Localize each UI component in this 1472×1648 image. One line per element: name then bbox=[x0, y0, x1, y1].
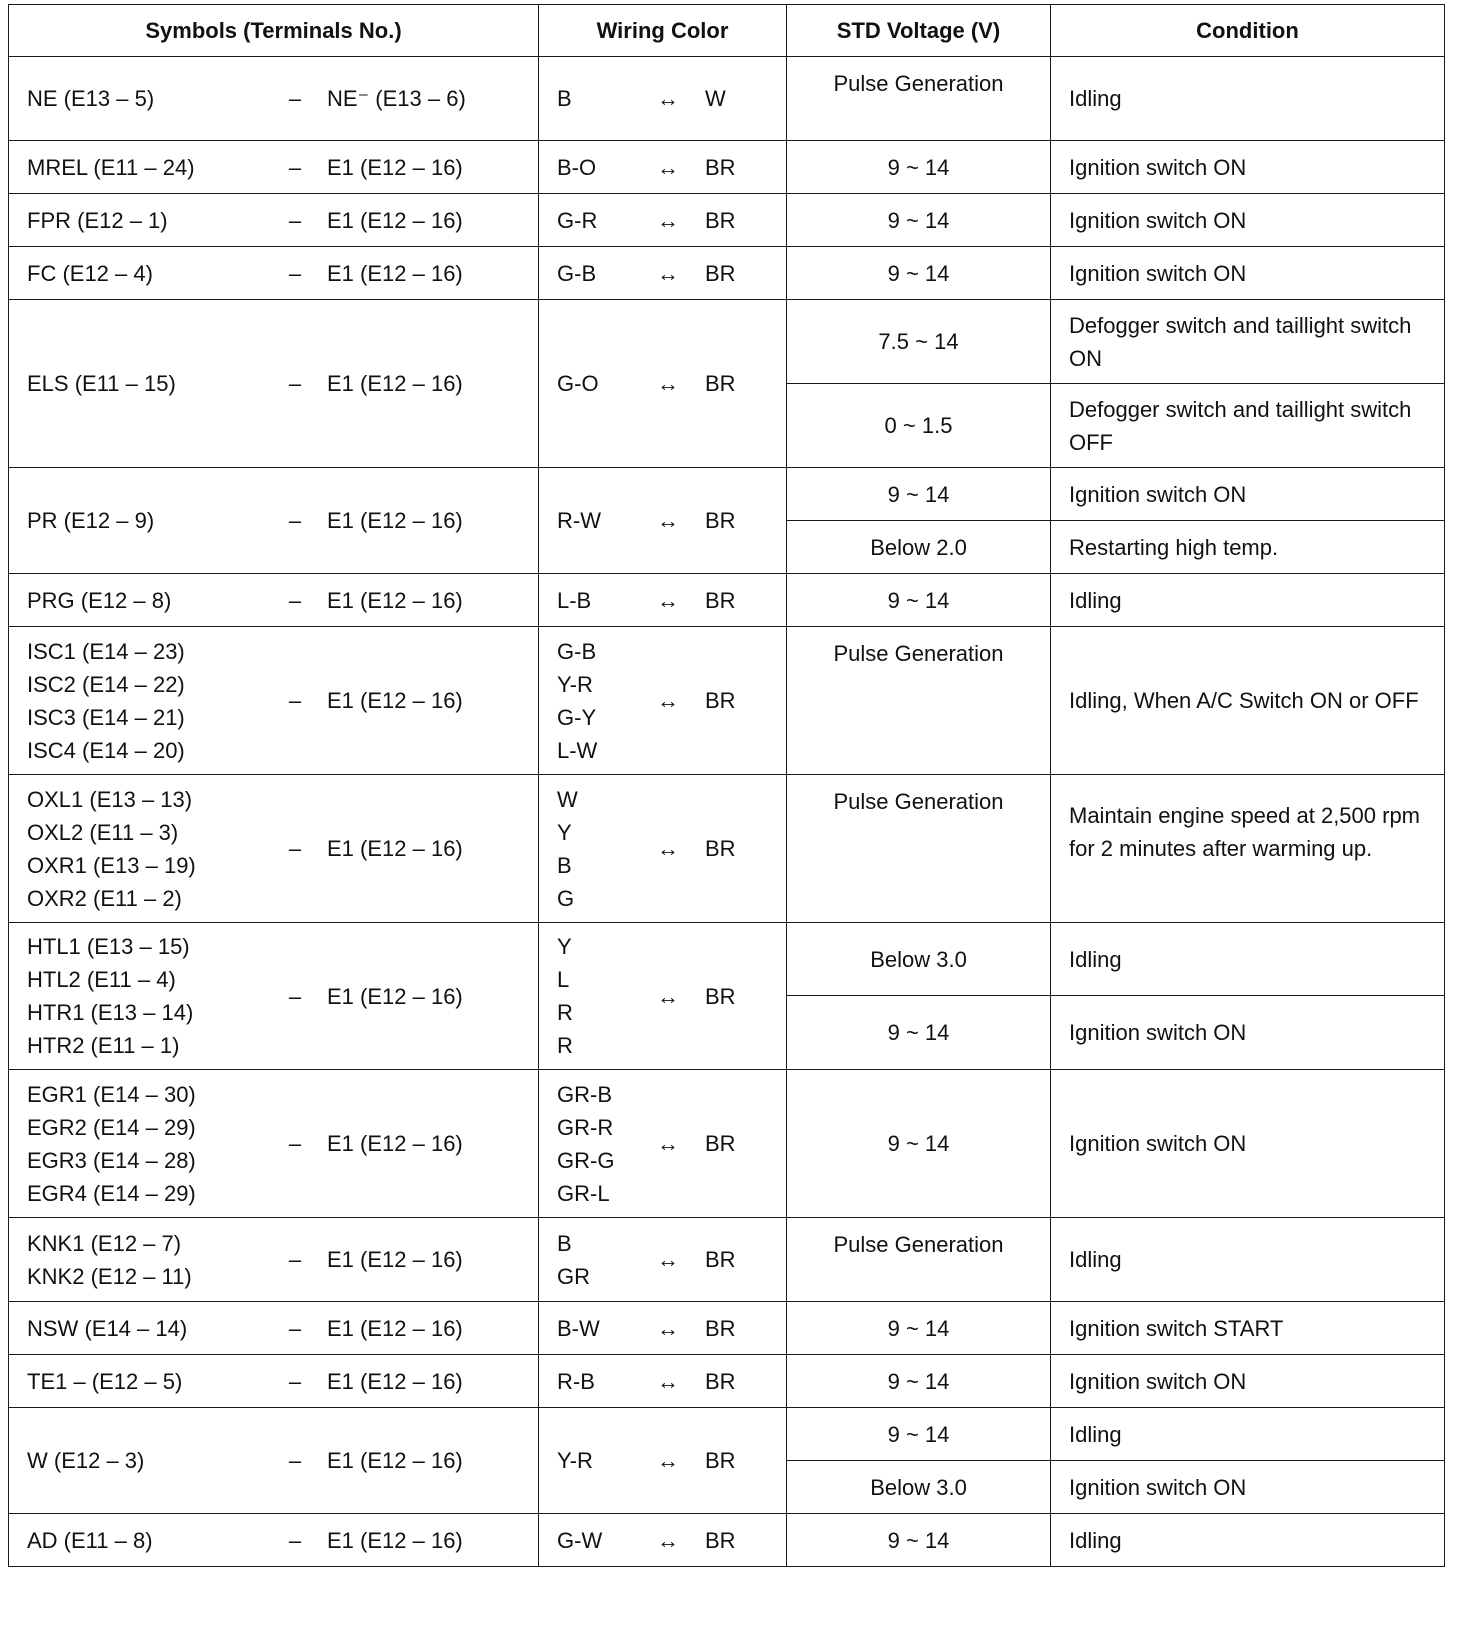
wiring-pair bbox=[539, 1078, 786, 1210]
symbol-pair bbox=[27, 1227, 520, 1293]
wiring-cell bbox=[539, 57, 787, 141]
symbol-terminal: AD (E11 – 8) bbox=[27, 1527, 153, 1553]
arrow-icon: ↔ bbox=[657, 983, 679, 1009]
wire-color: G-W bbox=[557, 1527, 603, 1553]
wire-color: L bbox=[557, 967, 570, 992]
arrow-icon: ↔ bbox=[657, 371, 679, 396]
ground-wire-color: BR bbox=[705, 1368, 736, 1394]
symbol-terminal: ISC1 (E14 – 23) bbox=[27, 638, 185, 664]
symbol-pair bbox=[27, 783, 520, 915]
wiring-pair bbox=[539, 204, 786, 237]
symbol-terminal: HTL1 (E13 – 15) bbox=[27, 934, 190, 959]
symbol-list bbox=[27, 1365, 263, 1398]
wire-color: GR-L bbox=[557, 1180, 610, 1206]
wire-color: G-B bbox=[557, 260, 597, 286]
table-row bbox=[9, 141, 1445, 194]
condition: Maintain engine speed at 2,500 rpm for 2 minutes after warming up. bbox=[1051, 775, 1445, 923]
wire-color: R bbox=[557, 1000, 573, 1025]
wire-color: GR-G bbox=[557, 1147, 615, 1173]
condition: Ignition switch ON bbox=[1051, 194, 1445, 247]
symbols-cell bbox=[9, 923, 539, 1070]
wiring-cell bbox=[539, 1408, 787, 1514]
ground-wire-color: W bbox=[705, 86, 726, 111]
dash-separator: – bbox=[288, 1315, 302, 1341]
dash-separator: – bbox=[288, 1368, 302, 1394]
wire-color-list bbox=[557, 151, 631, 184]
symbol-pair bbox=[27, 504, 520, 537]
std-voltage: Below 3.0 bbox=[787, 1461, 1051, 1514]
wire-color-list bbox=[557, 82, 631, 115]
condition: Idling bbox=[1051, 1514, 1445, 1567]
std-voltage: 9 ~ 14 bbox=[787, 468, 1051, 521]
table-row bbox=[9, 194, 1445, 247]
std-voltage: 9 ~ 14 bbox=[787, 996, 1051, 1070]
ground-wire-color: BR bbox=[705, 154, 736, 180]
dash-separator: – bbox=[288, 587, 302, 613]
symbol-pair bbox=[27, 204, 520, 237]
symbol-terminal: KNK1 (E12 – 7) bbox=[27, 1230, 182, 1256]
header-row bbox=[9, 5, 1445, 57]
std-voltage: 9 ~ 14 bbox=[787, 574, 1051, 627]
wiring-cell bbox=[539, 627, 787, 775]
table-row bbox=[9, 1408, 1445, 1461]
wire-color-list bbox=[557, 1078, 631, 1210]
wire-color: R bbox=[557, 1033, 573, 1058]
wire-color-list bbox=[557, 1227, 631, 1293]
symbol-pair bbox=[27, 1312, 520, 1345]
symbols-cell bbox=[9, 1355, 539, 1408]
wiring-cell bbox=[539, 468, 787, 574]
symbol-terminal: ISC3 (E14 – 21) bbox=[27, 704, 185, 730]
wiring-pair bbox=[539, 584, 786, 617]
condition: Idling bbox=[1051, 923, 1445, 996]
wire-color-list bbox=[557, 504, 631, 537]
symbol-list bbox=[27, 783, 263, 915]
arrow-icon: ↔ bbox=[657, 86, 679, 111]
symbol-terminal: MREL (E11 – 24) bbox=[27, 154, 195, 180]
wire-color: Y-R bbox=[557, 671, 593, 697]
ground-wire-color: BR bbox=[705, 1247, 736, 1272]
symbol-pair bbox=[27, 151, 520, 184]
arrow-icon: ↔ bbox=[657, 154, 679, 180]
ground-wire-color: BR bbox=[705, 371, 736, 396]
dash-separator: – bbox=[288, 1131, 302, 1156]
dash-separator: – bbox=[288, 983, 302, 1009]
symbol-list bbox=[27, 635, 263, 767]
symbol-pair bbox=[27, 1078, 520, 1210]
ground-wire-color: BR bbox=[705, 836, 736, 861]
std-voltage: 9 ~ 14 bbox=[787, 1302, 1051, 1355]
ground-terminal: E1 (E12 – 16) bbox=[327, 1247, 463, 1272]
wiring-pair bbox=[539, 504, 786, 537]
header-std-voltage: STD Voltage (V) bbox=[787, 5, 1051, 57]
ground-wire-color: BR bbox=[705, 260, 736, 286]
wire-color: R-W bbox=[557, 508, 601, 533]
wire-color-list bbox=[557, 930, 631, 1062]
wiring-cell bbox=[539, 1218, 787, 1302]
arrow-icon: ↔ bbox=[657, 260, 679, 286]
symbol-terminal: PRG (E12 – 8) bbox=[27, 587, 172, 613]
wiring-pair bbox=[539, 783, 786, 915]
symbol-pair bbox=[27, 584, 520, 617]
wiring-cell bbox=[539, 1355, 787, 1408]
wire-color: B-O bbox=[557, 154, 597, 180]
symbol-list bbox=[27, 82, 263, 115]
table-row bbox=[9, 923, 1445, 996]
header-symbols: Symbols (Terminals No.) bbox=[9, 5, 539, 57]
wire-color: L-B bbox=[557, 587, 592, 613]
wire-color-list bbox=[557, 1444, 631, 1477]
symbols-cell bbox=[9, 1070, 539, 1218]
condition: Restarting high temp. bbox=[1051, 521, 1445, 574]
wiring-pair bbox=[539, 1365, 786, 1398]
dash-separator: – bbox=[288, 836, 302, 861]
symbol-terminal: EGR1 (E14 – 30) bbox=[27, 1081, 196, 1107]
std-voltage: Below 2.0 bbox=[787, 521, 1051, 574]
symbols-cell bbox=[9, 1514, 539, 1567]
table-row bbox=[9, 468, 1445, 521]
table-row bbox=[9, 1514, 1445, 1567]
dash-separator: – bbox=[288, 688, 302, 713]
wiring-pair bbox=[539, 1227, 786, 1293]
symbol-terminal: OXL1 (E13 – 13) bbox=[27, 786, 193, 812]
wire-color-list bbox=[557, 367, 631, 400]
symbols-cell bbox=[9, 141, 539, 194]
condition: Idling bbox=[1051, 57, 1445, 141]
symbol-list bbox=[27, 257, 263, 290]
wiring-pair bbox=[539, 1312, 786, 1345]
arrow-icon: ↔ bbox=[657, 207, 679, 233]
wiring-pair bbox=[539, 1524, 786, 1557]
symbol-list bbox=[27, 367, 263, 400]
wiring-cell bbox=[539, 247, 787, 300]
std-voltage: Pulse Generation bbox=[787, 627, 1051, 775]
std-voltage: Pulse Generation bbox=[787, 775, 1051, 923]
dash-separator: – bbox=[288, 154, 302, 180]
wire-color-list bbox=[557, 635, 631, 767]
symbol-terminal: KNK2 (E12 – 11) bbox=[27, 1263, 192, 1289]
symbol-terminal: EGR3 (E14 – 28) bbox=[27, 1147, 196, 1173]
wiring-cell bbox=[539, 923, 787, 1070]
std-voltage: 7.5 ~ 14 bbox=[787, 300, 1051, 384]
symbol-terminal: HTR1 (E13 – 14) bbox=[27, 1000, 194, 1025]
wire-color: B bbox=[557, 1230, 572, 1256]
dash-separator: – bbox=[288, 1247, 302, 1272]
symbols-cell bbox=[9, 627, 539, 775]
wire-color: B-W bbox=[557, 1315, 600, 1341]
dash-separator: – bbox=[288, 371, 302, 396]
symbols-cell bbox=[9, 1218, 539, 1302]
wire-color: B bbox=[557, 86, 572, 111]
arrow-icon: ↔ bbox=[657, 1527, 679, 1553]
ground-wire-color: BR bbox=[705, 1131, 736, 1156]
symbol-pair bbox=[27, 82, 520, 115]
condition: Ignition switch ON bbox=[1051, 1461, 1445, 1514]
symbol-terminal: ISC2 (E14 – 22) bbox=[27, 671, 185, 697]
std-voltage: Pulse Generation bbox=[787, 57, 1051, 141]
symbols-cell bbox=[9, 574, 539, 627]
std-voltage: 9 ~ 14 bbox=[787, 1514, 1051, 1567]
symbols-cell bbox=[9, 468, 539, 574]
wiring-pair bbox=[539, 151, 786, 184]
condition: Ignition switch ON bbox=[1051, 247, 1445, 300]
symbol-terminal: W (E12 – 3) bbox=[27, 1448, 145, 1473]
wiring-pair bbox=[539, 367, 786, 400]
ground-terminal: E1 (E12 – 16) bbox=[327, 1368, 463, 1394]
symbol-terminal: FC (E12 – 4) bbox=[27, 260, 153, 286]
symbol-pair bbox=[27, 930, 520, 1062]
symbol-pair bbox=[27, 1444, 520, 1477]
symbol-terminal: HTR2 (E11 – 1) bbox=[27, 1033, 180, 1058]
symbols-cell bbox=[9, 775, 539, 923]
condition: Idling bbox=[1051, 574, 1445, 627]
wiring-cell bbox=[539, 1070, 787, 1218]
symbol-terminal: TE1 – (E12 – 5) bbox=[27, 1368, 183, 1394]
ground-wire-color: BR bbox=[705, 587, 736, 613]
ground-terminal: NE⁻ (E13 – 6) bbox=[327, 86, 466, 111]
symbol-terminal: NSW (E14 – 14) bbox=[27, 1315, 188, 1341]
std-voltage: Pulse Generation bbox=[787, 1218, 1051, 1302]
condition: Ignition switch ON bbox=[1051, 468, 1445, 521]
symbol-terminal: PR (E12 – 9) bbox=[27, 508, 155, 533]
condition: Ignition switch START bbox=[1051, 1302, 1445, 1355]
wiring-cell bbox=[539, 1514, 787, 1567]
wiring-cell bbox=[539, 194, 787, 247]
wire-color: R-B bbox=[557, 1368, 595, 1394]
ground-wire-color: BR bbox=[705, 508, 736, 533]
std-voltage: 9 ~ 14 bbox=[787, 141, 1051, 194]
table-row bbox=[9, 1070, 1445, 1218]
symbols-cell bbox=[9, 1302, 539, 1355]
symbol-terminal: NE (E13 – 5) bbox=[27, 86, 155, 111]
table-row bbox=[9, 1302, 1445, 1355]
wire-color-list bbox=[557, 1524, 631, 1557]
wiring-cell bbox=[539, 1302, 787, 1355]
ground-terminal: E1 (E12 – 16) bbox=[327, 1131, 463, 1156]
symbols-cell bbox=[9, 1408, 539, 1514]
table-row bbox=[9, 1218, 1445, 1302]
symbol-terminal: EGR4 (E14 – 29) bbox=[27, 1180, 196, 1206]
condition: Idling bbox=[1051, 1218, 1445, 1302]
ground-terminal: E1 (E12 – 16) bbox=[327, 154, 463, 180]
wiring-pair bbox=[539, 1444, 786, 1477]
wire-color: G-R bbox=[557, 207, 598, 233]
arrow-icon: ↔ bbox=[657, 1368, 679, 1394]
ground-terminal: E1 (E12 – 16) bbox=[327, 1315, 463, 1341]
arrow-icon: ↔ bbox=[657, 1131, 679, 1156]
symbol-pair bbox=[27, 1524, 520, 1557]
symbol-terminal: ISC4 (E14 – 20) bbox=[27, 737, 185, 763]
dash-separator: – bbox=[288, 207, 302, 233]
wire-color: Y bbox=[557, 934, 572, 959]
std-voltage: Below 3.0 bbox=[787, 923, 1051, 996]
symbol-terminal: EGR2 (E14 – 29) bbox=[27, 1114, 196, 1140]
ground-wire-color: BR bbox=[705, 983, 736, 1009]
dash-separator: – bbox=[288, 508, 302, 533]
ground-terminal: E1 (E12 – 16) bbox=[327, 688, 463, 713]
table-row bbox=[9, 57, 1445, 141]
header-condition: Condition bbox=[1051, 5, 1445, 57]
arrow-icon: ↔ bbox=[657, 1247, 679, 1272]
ground-terminal: E1 (E12 – 16) bbox=[327, 508, 463, 533]
condition: Ignition switch ON bbox=[1051, 996, 1445, 1070]
condition: Ignition switch ON bbox=[1051, 1355, 1445, 1408]
wire-color: G-B bbox=[557, 638, 597, 664]
table-row bbox=[9, 247, 1445, 300]
condition: Ignition switch ON bbox=[1051, 141, 1445, 194]
symbol-terminal: ELS (E11 – 15) bbox=[27, 371, 176, 396]
symbol-list bbox=[27, 204, 263, 237]
symbols-cell bbox=[9, 57, 539, 141]
wiring-cell bbox=[539, 574, 787, 627]
symbol-pair bbox=[27, 1365, 520, 1398]
symbols-cell bbox=[9, 247, 539, 300]
wiring-cell bbox=[539, 141, 787, 194]
wire-color: L-W bbox=[557, 737, 598, 763]
symbol-list bbox=[27, 1227, 263, 1293]
symbol-terminal: FPR (E12 – 1) bbox=[27, 207, 168, 233]
wiring-cell bbox=[539, 300, 787, 468]
ground-wire-color: BR bbox=[705, 1315, 736, 1341]
symbols-cell bbox=[9, 300, 539, 468]
wire-color: Y-R bbox=[557, 1448, 593, 1473]
symbol-pair bbox=[27, 367, 520, 400]
wiring-pair bbox=[539, 257, 786, 290]
table-row bbox=[9, 300, 1445, 384]
wire-color-list bbox=[557, 1312, 631, 1345]
symbol-terminal: HTL2 (E11 – 4) bbox=[27, 967, 176, 992]
ground-wire-color: BR bbox=[705, 207, 736, 233]
arrow-icon: ↔ bbox=[657, 836, 679, 861]
terminal-voltage-table-page bbox=[8, 4, 1448, 1567]
dash-separator: – bbox=[288, 86, 302, 111]
arrow-icon: ↔ bbox=[657, 1315, 679, 1341]
symbol-terminal: OXL2 (E11 – 3) bbox=[27, 819, 179, 845]
symbols-cell bbox=[9, 194, 539, 247]
table-row bbox=[9, 1355, 1445, 1408]
std-voltage: 9 ~ 14 bbox=[787, 194, 1051, 247]
header-wiring-color: Wiring Color bbox=[539, 5, 787, 57]
symbol-pair bbox=[27, 257, 520, 290]
arrow-icon: ↔ bbox=[657, 508, 679, 533]
ground-terminal: E1 (E12 – 16) bbox=[327, 1448, 463, 1473]
symbol-terminal: OXR1 (E13 – 19) bbox=[27, 852, 196, 878]
std-voltage: 9 ~ 14 bbox=[787, 247, 1051, 300]
arrow-icon: ↔ bbox=[657, 587, 679, 613]
wiring-pair bbox=[539, 635, 786, 767]
ground-wire-color: BR bbox=[705, 688, 736, 713]
ground-terminal: E1 (E12 – 16) bbox=[327, 983, 463, 1009]
wire-color: B bbox=[557, 852, 572, 878]
wire-color-list bbox=[557, 783, 631, 915]
condition: Defogger switch and taillight switch OFF bbox=[1051, 384, 1445, 468]
std-voltage: 9 ~ 14 bbox=[787, 1408, 1051, 1461]
std-voltage: 9 ~ 14 bbox=[787, 1070, 1051, 1218]
wire-color: W bbox=[557, 786, 578, 812]
wire-color: G bbox=[557, 885, 575, 911]
wiring-pair bbox=[539, 82, 786, 115]
arrow-icon: ↔ bbox=[657, 688, 679, 713]
ground-terminal: E1 (E12 – 16) bbox=[327, 587, 463, 613]
table-row bbox=[9, 775, 1445, 923]
symbol-list bbox=[27, 1078, 263, 1210]
std-voltage: 9 ~ 14 bbox=[787, 1355, 1051, 1408]
dash-separator: – bbox=[288, 260, 302, 286]
table-row bbox=[9, 574, 1445, 627]
condition: Defogger switch and taillight switch ON bbox=[1051, 300, 1445, 384]
ground-wire-color: BR bbox=[705, 1448, 736, 1473]
ground-terminal: E1 (E12 – 16) bbox=[327, 260, 463, 286]
wire-color: GR-B bbox=[557, 1081, 612, 1107]
symbol-pair bbox=[27, 635, 520, 767]
wire-color-list bbox=[557, 1365, 631, 1398]
condition: Ignition switch ON bbox=[1051, 1070, 1445, 1218]
arrow-icon: ↔ bbox=[657, 1448, 679, 1473]
table-body bbox=[9, 57, 1445, 1567]
wire-color: G-O bbox=[557, 371, 599, 396]
symbol-list bbox=[27, 930, 263, 1062]
symbol-list bbox=[27, 504, 263, 537]
wire-color: Y bbox=[557, 819, 572, 845]
symbol-list bbox=[27, 1524, 263, 1557]
symbol-list bbox=[27, 151, 263, 184]
dash-separator: – bbox=[288, 1448, 302, 1473]
std-voltage: 0 ~ 1.5 bbox=[787, 384, 1051, 468]
condition: Idling bbox=[1051, 1408, 1445, 1461]
wire-color: GR bbox=[557, 1263, 590, 1289]
wire-color: GR-R bbox=[557, 1114, 614, 1140]
symbol-list bbox=[27, 1312, 263, 1345]
wiring-pair bbox=[539, 930, 786, 1062]
table-row bbox=[9, 627, 1445, 775]
terminal-voltage-table bbox=[8, 4, 1445, 1567]
ground-terminal: E1 (E12 – 16) bbox=[327, 371, 463, 396]
condition: Idling, When A/C Switch ON or OFF bbox=[1051, 627, 1445, 775]
ground-wire-color: BR bbox=[705, 1527, 736, 1553]
symbol-list bbox=[27, 1444, 263, 1477]
wiring-cell bbox=[539, 775, 787, 923]
wire-color-list bbox=[557, 584, 631, 617]
wire-color: G-Y bbox=[557, 704, 597, 730]
ground-terminal: E1 (E12 – 16) bbox=[327, 207, 463, 233]
ground-terminal: E1 (E12 – 16) bbox=[327, 836, 463, 861]
symbol-list bbox=[27, 584, 263, 617]
ground-terminal: E1 (E12 – 16) bbox=[327, 1527, 463, 1553]
dash-separator: – bbox=[288, 1527, 302, 1553]
wire-color-list bbox=[557, 257, 631, 290]
wire-color-list bbox=[557, 204, 631, 237]
symbol-terminal: OXR2 (E11 – 2) bbox=[27, 885, 182, 911]
